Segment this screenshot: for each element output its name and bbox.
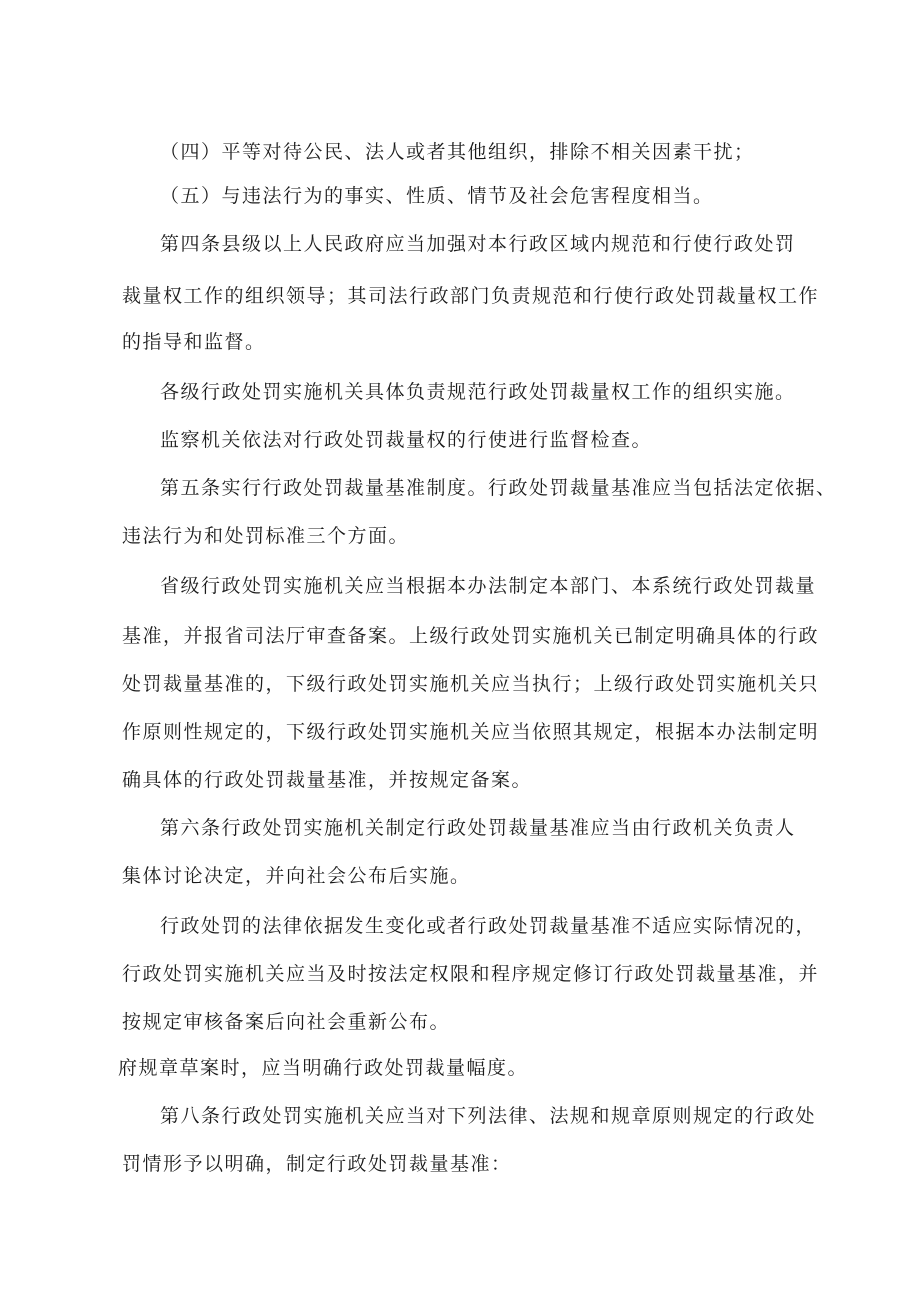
article-4-line-1: 第四条县级以上人民政府应当加强对本行政区域内规范和行使行政处罚	[160, 233, 796, 255]
article-4-line-3: 的指导和监督。	[122, 331, 266, 353]
article-8-line-1: 第八条行政处罚实施机关应当对下列法律、法规和规章原则规定的行政处	[160, 1105, 817, 1127]
provincial-paragraph-line-4: 作原则性规定的，下级行政处罚实施机关应当依照其规定，根据本办法制定明	[122, 721, 820, 743]
paragraph-item-4: （四）平等对待公民、法人或者其他组织，排除不相关因素干扰；	[160, 141, 755, 163]
paragraph-implementation: 各级行政处罚实施机关具体负责规范行政处罚裁量权工作的组织实施。	[160, 381, 796, 403]
article-8-line-2: 罚情形予以明确，制定行政处罚裁量基准：	[122, 1153, 512, 1175]
paragraph-item-5: （五）与违法行为的事实、性质、情节及社会危害程度相当。	[160, 185, 714, 207]
provincial-paragraph-line-5: 确具体的行政处罚裁量基准，并按规定备案。	[122, 769, 533, 791]
article-5-line-1: 第五条实行行政处罚裁量基准制度。行政处罚裁量基准应当包括法定依据、	[160, 477, 837, 499]
provincial-paragraph-line-1: 省级行政处罚实施机关应当根据本办法制定本部门、本系统行政处罚裁量	[160, 575, 817, 597]
article-4-line-2: 裁量权工作的组织领导；其司法行政部门负责规范和行使行政处罚裁量权工作	[122, 285, 820, 307]
revision-paragraph-line-1: 行政处罚的法律依据发生变化或者行政处罚裁量基准不适应实际情况的，	[160, 915, 817, 937]
article-6-line-1: 第六条行政处罚实施机关制定行政处罚裁量基准应当由行政机关负责人	[160, 817, 796, 839]
paragraph-supervision: 监察机关依法对行政处罚裁量权的行使进行监督检查。	[160, 429, 653, 451]
revision-paragraph-line-3: 按规定审核备案后向社会重新公布。	[122, 1011, 451, 1033]
article-6-line-2: 集体讨论决定，并向社会公布后实施。	[122, 865, 471, 887]
provincial-paragraph-line-3: 处罚裁量基准的，下级行政处罚实施机关应当执行；上级行政处罚实施机关只	[122, 673, 820, 695]
article-5-line-2: 违法行为和处罚标准三个方面。	[122, 525, 410, 547]
regulation-draft-line: 府规章草案时，应当明确行政处罚裁量幅度。	[118, 1057, 529, 1079]
revision-paragraph-line-2: 行政处罚实施机关应当及时按法定权限和程序规定修订行政处罚裁量基准，并	[122, 963, 820, 985]
provincial-paragraph-line-2: 基准，并报省司法厅审查备案。上级行政处罚实施机关已制定明确具体的行政	[122, 625, 820, 647]
